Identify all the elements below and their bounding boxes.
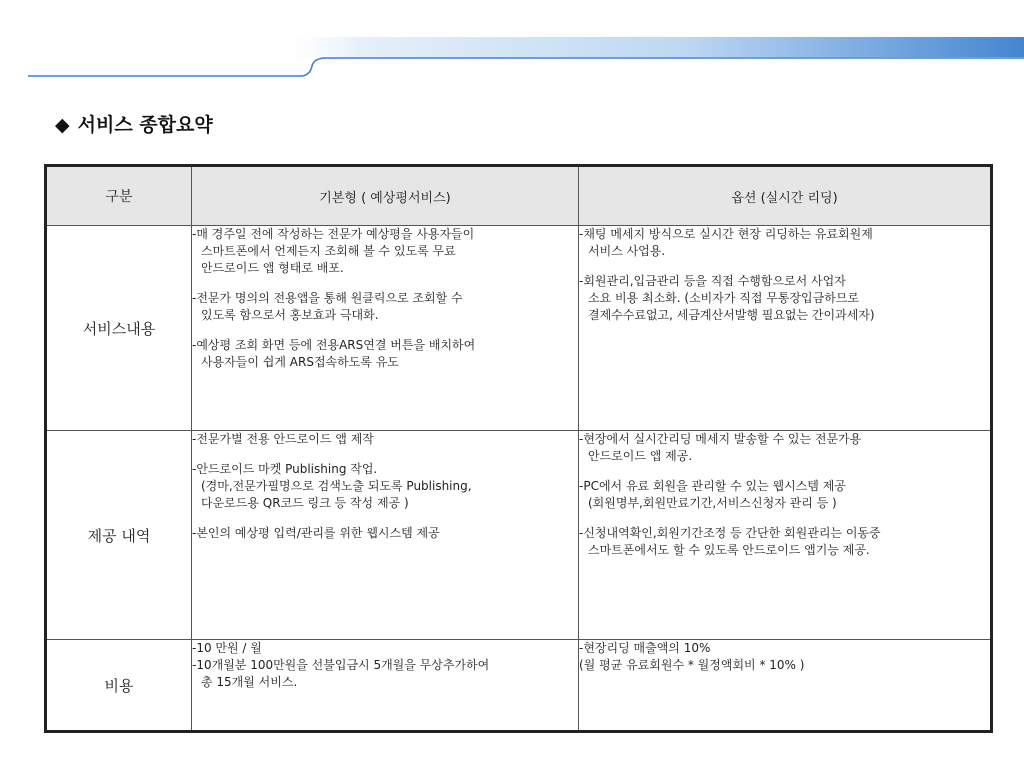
text-line: -현장리딩 매출액의 10%: [579, 641, 711, 655]
text-line: -전문가 명의의 전용앱을 통해 원클릭으로 조회할 수: [192, 291, 463, 305]
table-row: [46, 640, 992, 732]
cost-option-cell: [579, 640, 992, 732]
service-option-cell: [579, 226, 992, 431]
text-line: (월 평균 유료회원수 * 월정액회비 * 10% ): [579, 658, 805, 672]
text-line: -회원관리,입금관리 등을 직접 수행함으로서 사업자: [579, 274, 846, 288]
cost-option-para: [579, 640, 990, 674]
diamond-bullet-icon: ◆: [55, 114, 70, 136]
text-line: 안드로이드 앱 형태로 배포.: [201, 261, 344, 275]
text-line: -예상평 조회 화면 등에 전용ARS연결 버튼을 배치하여: [192, 338, 476, 352]
text-line: -본인의 예상평 입력/관리를 위한 웹시스템 제공: [192, 526, 440, 540]
text-line: -PC에서 유료 회원을 관리할 수 있는 웹시스템 제공: [579, 479, 846, 493]
text-line: -안드로이드 마켓 Publishing 작업.: [192, 462, 378, 476]
provision-basic-para: [192, 525, 578, 542]
service-basic-cell: [192, 226, 579, 431]
text-line: 결제수수료없고, 세금계산서발행 필요없는 간이과세자): [588, 308, 875, 322]
text-line: -채팅 메세지 방식으로 실시간 현장 리딩하는 유료회원제: [579, 227, 873, 241]
text-line: -신청내역확인,회원기간조정 등 간단한 회원관리는 이동중: [579, 526, 881, 540]
text-line: 사용자들이 쉽게 ARS접속하도록 유도: [201, 355, 399, 369]
text-line: 있도록 함으로서 홍보효과 극대화.: [201, 308, 379, 322]
service-summary-table: [44, 164, 993, 733]
cost-basic-cell: [192, 640, 579, 732]
service-option-para: [579, 226, 990, 260]
row-label-provision: 제공 내역: [46, 431, 192, 640]
text-line: -매 경주일 전에 작성하는 전문가 예상평을 사용자들이: [192, 227, 475, 241]
text-line: -현장에서 실시간리딩 메세지 발송할 수 있는 전문가용: [579, 432, 862, 446]
service-option-para: [579, 273, 990, 324]
service-basic-para: [192, 337, 578, 371]
cost-basic-para: [192, 640, 578, 691]
provision-option-cell: [579, 431, 992, 640]
text-line: 스마트폰에서 언제든지 조회해 볼 수 있도록 무료: [201, 244, 456, 258]
text-line: (회원명부,회원만료기간,서비스신청자 관리 등 ): [588, 496, 837, 510]
section-title-text: 서비스 종합요약: [77, 114, 213, 136]
table-header-row: [46, 166, 992, 226]
header-basic: 기본형 ( 예상평서비스): [192, 166, 579, 226]
header-banner: [0, 0, 1024, 90]
text-line: 안드로이드 앱 제공.: [588, 449, 693, 463]
text-line: (경마,전문가필명으로 검색노출 되도록 Publishing,: [201, 479, 472, 493]
provision-basic-cell: [192, 431, 579, 640]
text-line: 소요 비용 최소화. (소비자가 직접 무통장입금하므로: [588, 291, 860, 305]
text-line: -10 만원 / 월: [192, 641, 262, 655]
row-label-service: 서비스내용: [46, 226, 192, 431]
section-title: [55, 110, 213, 137]
provision-option-para: [579, 431, 990, 465]
table-row: [46, 431, 992, 640]
text-line: -전문가별 전용 안드로이드 앱 제작: [192, 432, 374, 446]
header-category: 구분: [46, 166, 192, 226]
service-basic-para: [192, 290, 578, 324]
text-line: -10개월분 100만원을 선불입금시 5개월을 무상추가하여: [192, 658, 490, 672]
text-line: 서비스 사업용.: [588, 244, 666, 258]
text-line: 다운로드용 QR코드 링크 등 작성 제공 ): [201, 496, 409, 510]
text-line: 총 15개월 서비스.: [201, 675, 298, 689]
service-basic-para: [192, 226, 578, 277]
provision-basic-para: [192, 431, 578, 448]
header-option: 옵션 (실시간 리딩): [579, 166, 992, 226]
text-line: 스마트폰에서도 할 수 있도록 안드로이드 앱기능 제공.: [588, 543, 870, 557]
provision-basic-para: [192, 461, 578, 512]
provision-option-para: [579, 478, 990, 512]
row-label-cost: 비용: [46, 640, 192, 732]
provision-option-para: [579, 525, 990, 559]
table-row: [46, 226, 992, 431]
